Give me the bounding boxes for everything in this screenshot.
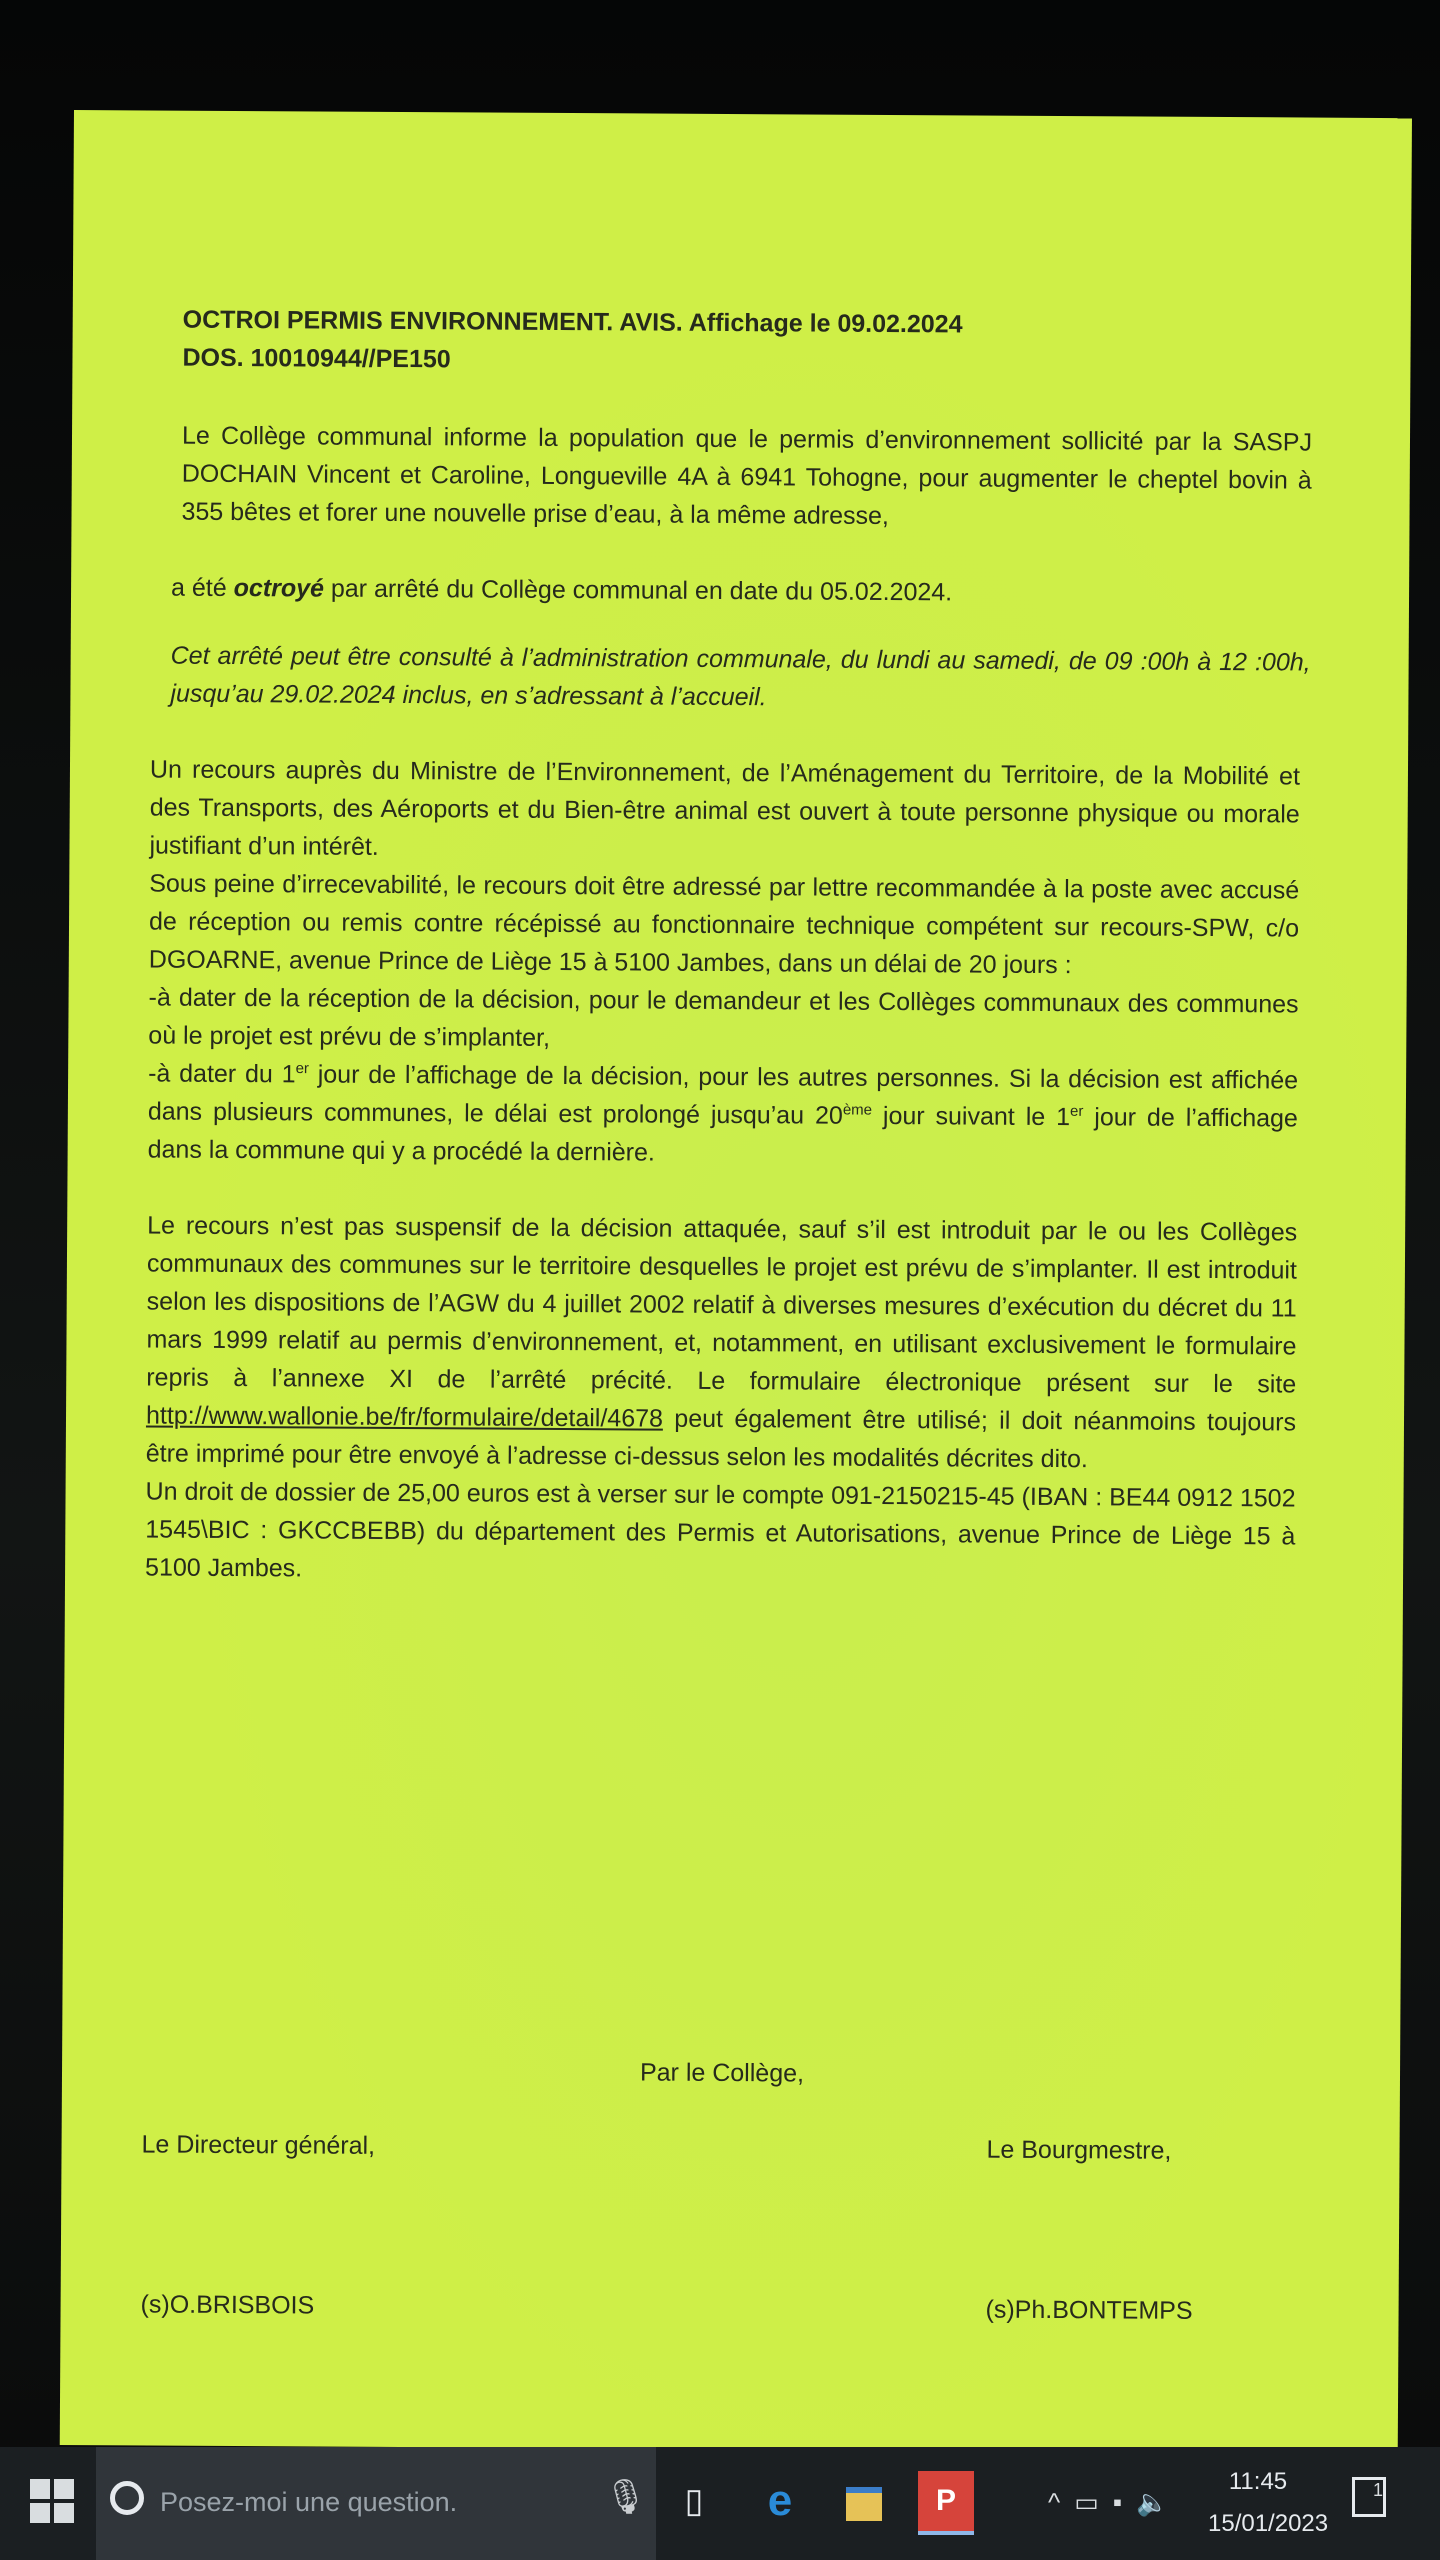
notification-center-icon[interactable]	[1352, 2477, 1386, 2517]
system-tray[interactable]	[1048, 2487, 1182, 2518]
consult-paragraph: Cet arrêté peut être consulté à l’administration communale, du lundi au samedi, de 09 :00h à 12 :00h, jusqu’au 29.02.2024 inclus, en s’adressant à l’accueil.	[170, 641, 1311, 712]
directeur-label: Le Directeur général,	[141, 2130, 376, 2160]
chevron-up-icon[interactable]: ^	[1048, 2487, 1075, 2517]
droit-paragraph: Un droit de dossier de 25,00 euros est à verser sur le compte 091-2150215-45 (IBAN : BE44 0912 1502 1545\BIC : GKCCBEBB) du département des Permis et Autorisations, avenue Prince de Liège 15 à 5100 Jambes.	[145, 1477, 1296, 1583]
recours-4-sup-2: ème	[842, 1101, 873, 1119]
taskbar	[0, 2447, 1440, 2560]
recours-paragraph-4	[148, 1054, 1299, 1175]
notice-document	[140, 300, 1313, 2325]
edge-icon[interactable]: e	[767, 2476, 793, 2525]
search-placeholder[interactable]: Posez-moi une question.	[160, 2487, 458, 2517]
windows-logo-icon[interactable]	[30, 2479, 74, 2523]
bourgmestre-label: Le Bourgmestre,	[986, 2135, 1172, 2165]
network-icon[interactable]: ▭	[1074, 2487, 1113, 2517]
task-view-icon[interactable]: ▯	[684, 2482, 704, 2520]
granted-word: octroyé	[233, 573, 325, 603]
suspensif-text-b: peut également être utilisé; il doit néanmoins toujours être imprimé pour être envoyé à l’adresse ci-dessus selon les modalités décrites dito.	[145, 1404, 1297, 1474]
clock-time: 11:45	[1228, 2468, 1288, 2495]
file-explorer-icon[interactable]	[842, 2479, 886, 2523]
microphone-icon[interactable]: 🎙	[604, 2478, 648, 2516]
volume-icon[interactable]: 🔈	[1136, 2487, 1183, 2517]
recours-4-text-d: jour de l’affichage dans la commune qui y a procédé la dernière.	[147, 1103, 1298, 1167]
recours-paragraph-2: Sous peine d’irrecevabilité, le recours doit être adressé par lettre recommandée à la poste avec accusé de réception ou remis contre récépissé au fonctionnaire technique compétent sur recours-SPW, c/o DGOARNE, avenue Prince de Liège 15 à 5100 Jambes, dans un délai de 20 jours :	[148, 869, 1300, 980]
battery-icon[interactable]: ▪	[1112, 2487, 1136, 2517]
granted-paragraph	[171, 569, 1301, 614]
notice-title: OCTROI PERMIS ENVIRONNEMENT. AVIS. Affichage le 09.02.2024	[182, 305, 963, 339]
search-box[interactable]	[96, 2447, 656, 2560]
document-viewer	[60, 110, 1412, 2453]
directeur-signature: (s)O.BRISBOIS	[140, 2290, 315, 2320]
pdf-app-icon[interactable]: P	[918, 2471, 974, 2535]
recours-paragraph-3: -à dater de la réception de la décision, pour le demandeur et les Collèges communaux des communes où le projet est prévu de s’implanter,	[148, 983, 1299, 1052]
recours-4-text-c: jour suivant le 1	[871, 1101, 1071, 1132]
recours-4-text-a: -à dater du 1	[148, 1059, 296, 1089]
intro-paragraph: Le Collège communal informe la population que le permis d’environnement sollicité par la SASPJ DOCHAIN Vincent et Caroline, Longueville 4A à 6941 Tohogne, pour augmenter le cheptel bovin à 355 bêtes et forer une nouvelle prise d’eau, à la même adresse,	[181, 421, 1313, 530]
par-le-college: Par le Collège,	[639, 2058, 805, 2088]
dossier-number: DOS. 10010944//PE150	[182, 343, 451, 374]
suspensif-paragraph	[146, 1206, 1298, 1479]
granted-prefix: a été	[170, 573, 227, 602]
clock[interactable]	[1208, 2461, 1329, 2545]
recours-4-sup-1: er	[295, 1060, 309, 1078]
cortana-icon[interactable]	[110, 2481, 144, 2515]
form-link[interactable]: http://www.wallonie.be/fr/formulaire/detail/4678	[145, 1401, 664, 1433]
suspensif-section	[145, 1206, 1297, 1593]
recours-4-sup-3: er	[1070, 1102, 1084, 1120]
suspensif-text-a: Le recours n’est pas suspensif de la décision attaquée, sauf s’il est introduit par le ou les Collèges communaux des communes sur le territoire desquelles le projet est prévu de s’implanter. Il est introduit selon les dispositions de l’AGW du 4 juillet 2002 relatif à diverses mesures d’exécution du décret du 11 mars 1999 relatif au permis d’environnement, et, notamment, en utilisant exclusivement le formulaire repris à l’annexe XI de l’arrêté précité. Le formulaire électronique présent sur le site	[146, 1211, 1298, 1399]
granted-suffix: par arrêté du Collège communal en date du 05.02.2024.	[330, 574, 953, 607]
bourgmestre-signature: (s)Ph.BONTEMPS	[985, 2295, 1193, 2325]
recours-section	[148, 750, 1301, 1175]
recours-paragraph-1: Un recours auprès du Ministre de l’Environnement, de l’Aménagement du Territoire, de la Mobilité et des Transports, des Aéroports et du Bien-être animal est ouvert à toute personne physique ou morale justifiant d’un intérêt.	[149, 755, 1301, 861]
clock-date: 15/01/2023	[1208, 2510, 1329, 2537]
notification-count: 1	[1372, 2480, 1383, 2500]
recours-4-text-b: jour de l’affichage de la décision, pour les autres personnes. Si la décision est affichée dans plusieurs communes, le délai est prolongé jusqu’au 20	[147, 1060, 1299, 1130]
